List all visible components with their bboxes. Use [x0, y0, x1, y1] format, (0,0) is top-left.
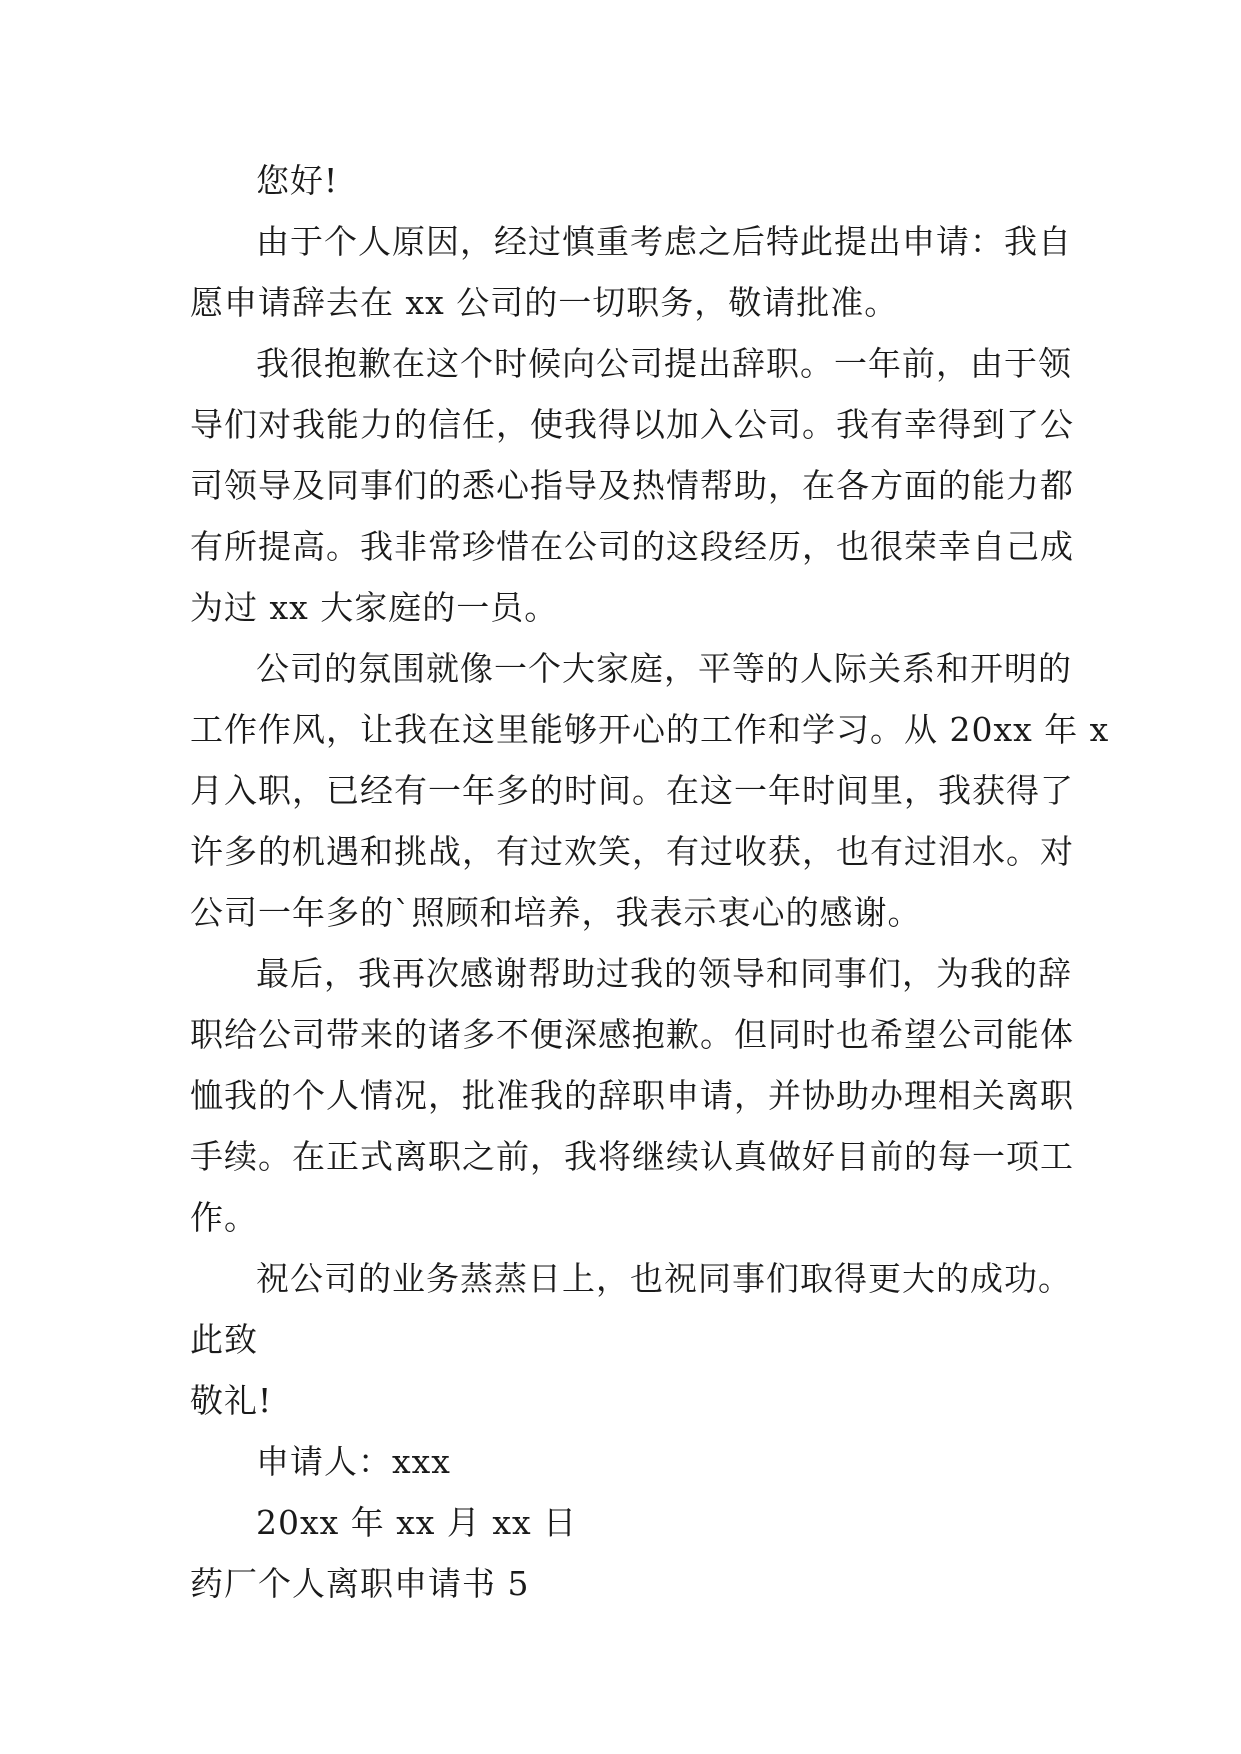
next-section-title: 药厂个人离职申请书 5 [190, 1564, 530, 1603]
paragraph-line: 为过 xx 大家庭的一员。 [190, 588, 559, 627]
paragraph-line: 司领导及同事们的悉心指导及热情帮助，在各方面的能力都 [190, 466, 1074, 505]
paragraph-line: 工作作风，让我在这里能够开心的工作和学习。从 20xx 年 x [190, 710, 1110, 749]
paragraph [190, 1248, 1072, 1309]
paragraph-line: 公司一年多的`照顾和培养，我表示衷心的感谢。 [190, 893, 922, 932]
paragraph-line: 祝公司的业务蒸蒸日上，也祝同事们取得更大的成功。 [256, 1259, 1072, 1298]
paragraph-line: 我很抱歉在这个时候向公司提出辞职。一年前，由于领 [256, 344, 1072, 383]
letter-date: 20xx 年 xx 月 xx 日 [256, 1503, 578, 1542]
paragraph-line: 手续。在正式离职之前，我将继续认真做好目前的每一项工 [190, 1137, 1074, 1176]
closing-salutation: 此致 [190, 1320, 258, 1359]
paragraph-line: 由于个人原因，经过慎重考虑之后特此提出申请：我自 [256, 222, 1072, 261]
paragraph-line: 愿申请辞去在 xx 公司的一切职务，敬请批准。 [190, 283, 899, 322]
paragraph-line: 有所提高。我非常珍惜在公司的这段经历，也很荣幸自己成 [190, 527, 1074, 566]
paragraph [190, 943, 1074, 1248]
paragraph-line: 恤我的个人情况，批准我的辞职申请，并协助办理相关离职 [190, 1076, 1074, 1115]
paragraph-line: 最后，我再次感谢帮助过我的领导和同事们，为我的辞 [256, 954, 1072, 993]
paragraph [190, 333, 1074, 638]
paragraph-line: 月入职，已经有一年多的时间。在这一年时间里，我获得了 [190, 771, 1074, 810]
letter-body [190, 150, 1110, 1614]
applicant-signature: 申请人：xxx [256, 1442, 451, 1481]
paragraph-line: 作。 [190, 1198, 258, 1237]
greeting: 您好! [256, 161, 339, 200]
closing-regards: 敬礼! [190, 1381, 273, 1420]
paragraph-line: 许多的机遇和挑战，有过欢笑，有过收获，也有过泪水。对 [190, 832, 1074, 871]
paragraph-line: 职给公司带来的诸多不便深感抱歉。但同时也希望公司能体 [190, 1015, 1074, 1054]
paragraph [190, 638, 1110, 943]
paragraph-line: 公司的氛围就像一个大家庭，平等的人际关系和开明的 [256, 649, 1072, 688]
paragraph [190, 211, 1072, 333]
paragraph-line: 导们对我能力的信任，使我得以加入公司。我有幸得到了公 [190, 405, 1074, 444]
